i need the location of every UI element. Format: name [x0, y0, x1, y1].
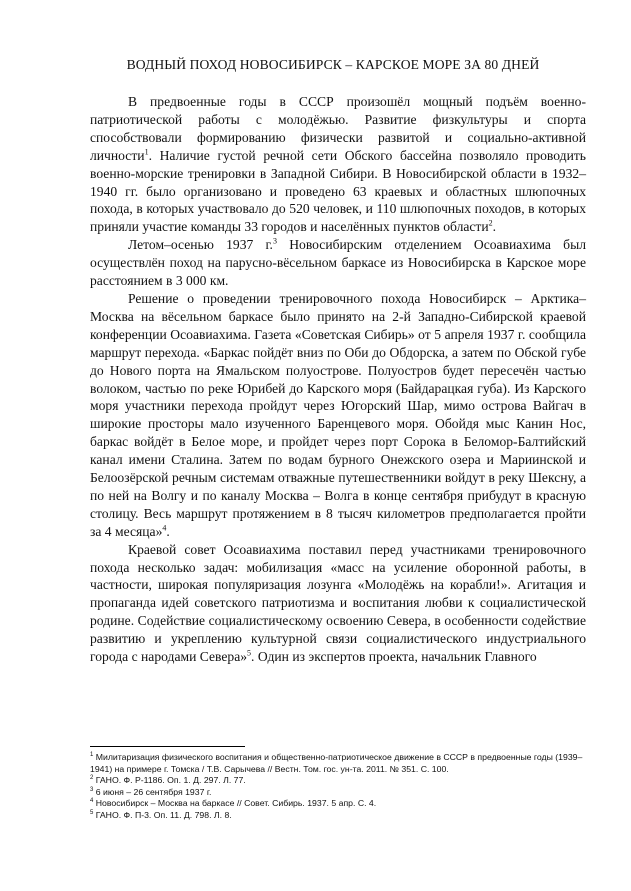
footnote-ref[interactable]: 4 — [162, 523, 167, 533]
paragraph-text: . Наличие густой речной сети Обского бассейна позволяло проводить военно-морские тренировки в Западной Сибири. В Новосибирской области в 1932–1940 гг. было организовано и проведено 63 краевых и областных шлюпочных похода, в которых участвовало до 520 человек, и 110 шлюпочных походов, в которых приняли участие команды 33 городов и населённых пунктов области — [90, 147, 586, 235]
paragraph-3 — [90, 290, 586, 541]
footnote-ref[interactable]: 1 — [144, 147, 149, 157]
paragraph-text: В предвоенные годы в СССР произошёл мощный подъём военно-патриотической работы с молодёжью. Развитие физкультуры и спорта способствовали формированию физически развитой и социально-активной личности — [90, 94, 586, 163]
paragraph-text: Летом–осенью 1937 г. — [128, 237, 273, 253]
paragraph-2 — [90, 236, 586, 290]
paragraph-text: . — [166, 523, 170, 539]
footnote — [90, 752, 590, 775]
document-title: ВОДНЫЙ ПОХОД НОВОСИБИРСК – КАРСКОЕ МОРЕ ЗА 80 ДНЕЙ — [126, 57, 540, 72]
footnote-text: 6 июня – 26 сентября 1937 г. — [93, 786, 212, 797]
paragraph-text: Новосибирским отделением Осоавиахима был осуществлён поход на парусно-вёсельном баркасе из Новосибирска в Карское море расстоянием в 3 000 км. — [90, 237, 586, 289]
paragraph-4 — [90, 541, 586, 666]
footnote-number: 3 — [90, 786, 94, 793]
paragraph-text: Решение о проведении тренировочного похода Новосибирск – Арктика– Москва на вёсельном баркасе было принято на 2-й Западно-Сибирской краевой конференции Осоавиахима. Газета «Советская Сибирь» от 5 апреля 1937 г. сообщила маршрут перехода. «Баркас пойдёт вниз по Оби до Обдорска, а затем по Обской губе до Нового порта на Ямальском полуострове. Полуостров будет пересечён частью волоком, частью по реке Юрибей до Карского моря (Байдарацкая губа). Из Карского моря участники перехода пройдут через Югорский Шар, мимо острова Вайгач в широкие просторы мало изученного Баренцевого моря. Обойдя мыс Канин Нос, баркас войдёт в Белое море, и пройдет через порт Сорока в Беломор-Балтийский канал имени Сталина. Затем по водам бурного Онежского озера и Мариинской и Белоозёрской речным системам отважные путешественники войдут в реку Шексну, а по ней на Волгу и по каналу Москва – Волга в конце сентября прибудут в красную столицу. Весь маршрут протяжением в 8 тысяч километров предполагается пройти за 4 месяца» — [90, 290, 586, 539]
paragraph-text: Краевой совет Осоавиахима поставил перед участниками тренировочного похода несколько задач: мобилизация «масс на усиление оборонной работы, в частности, широкая популяризация лозунга «Молодёжь на корабли!». Агитация и пропаганда идей советского патриотизма и воспитания любви к социалистической родине. Содействие социалистическому освоению Севера, в особенности содействие развитию и укреплению культурной связи социалистического индустриального города с народами Севера» — [90, 541, 586, 665]
footnote — [90, 787, 590, 799]
paragraph-text: . Один из экспертов проекта, начальник Главного — [251, 649, 537, 665]
footnote-text: Милитаризация физического воспитания и общественно-патриотическое движение в СССР в предвоенные годы (1939–1941) на примере г. Томска / Т.В. Сарычева // Вестн. Том. гос. ун-та. 2011. № 351. С. 100. — [90, 752, 583, 774]
footnote-number: 5 — [90, 810, 94, 817]
paragraph-1 — [90, 93, 586, 236]
footnote-ref[interactable]: 2 — [488, 218, 493, 228]
footnote-ref[interactable]: 5 — [247, 648, 252, 658]
footnote-number: 4 — [90, 798, 94, 805]
footnote-number: 2 — [90, 775, 94, 782]
footnote-text: ГАНО. Ф. П-3. Оп. 11. Д. 798. Л. 8. — [93, 809, 232, 820]
body-text — [90, 93, 586, 666]
footnotes — [90, 752, 590, 822]
footnote-text: ГАНО. Ф. Р-1186. Оп. 1. Д. 297. Л. 77. — [93, 775, 246, 786]
footnote-ref[interactable]: 3 — [272, 236, 277, 246]
footnote-separator — [90, 746, 245, 747]
footnote-text: Новосибирск – Москва на баркасе // Совет. Сибирь. 1937. 5 апр. С. 4. — [93, 798, 377, 809]
paragraph-text: . — [492, 219, 497, 235]
footnote — [90, 775, 590, 787]
footnote — [90, 810, 590, 822]
footnote-number: 1 — [90, 752, 94, 759]
footnote — [90, 798, 590, 810]
